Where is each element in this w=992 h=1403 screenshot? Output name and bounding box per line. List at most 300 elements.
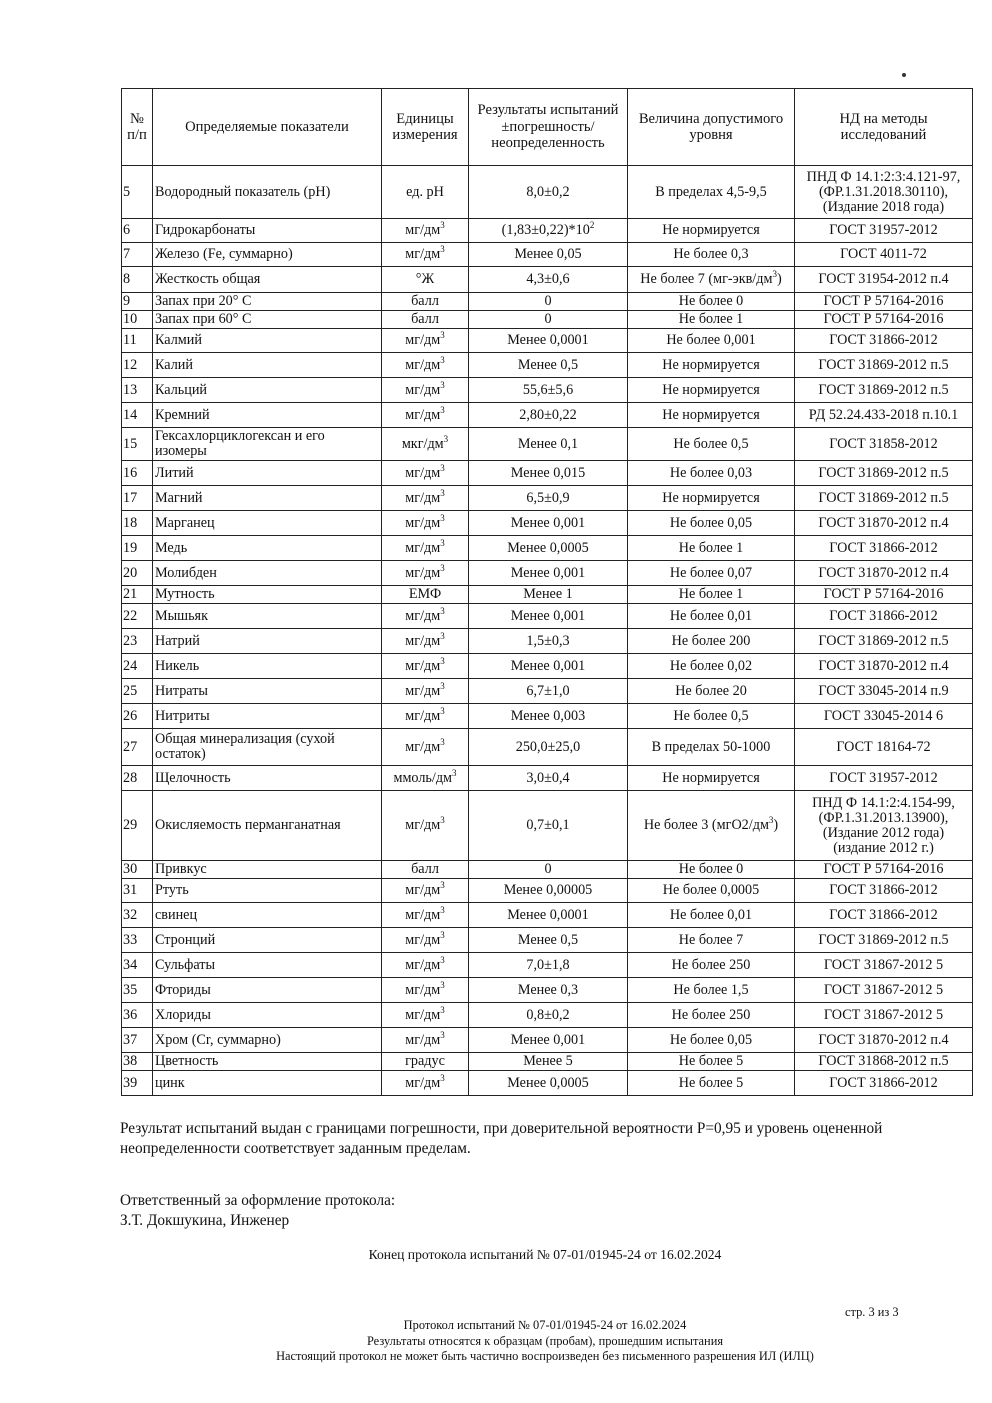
row-indicator bbox=[153, 861, 382, 879]
row-result-text: Менее 0,003 bbox=[510, 707, 586, 724]
row-limit-text: Не более 0,0005 bbox=[662, 882, 760, 898]
row-unit-text: мг/дм bbox=[405, 882, 441, 898]
row-method bbox=[795, 403, 973, 428]
row-method bbox=[795, 629, 973, 654]
row-method bbox=[795, 267, 973, 293]
row-result-text: 8,0±0,2 bbox=[526, 183, 570, 200]
row-unit bbox=[382, 928, 469, 953]
table-row bbox=[122, 903, 973, 928]
row-number-text: 14 bbox=[123, 406, 138, 423]
row-result-text: Менее 0,001 bbox=[510, 514, 586, 531]
row-number-text: 16 bbox=[123, 464, 138, 481]
row-limit bbox=[628, 293, 795, 311]
row-unit bbox=[382, 267, 469, 293]
row-indicator bbox=[153, 791, 382, 861]
row-unit-text: мг/дм bbox=[405, 931, 441, 948]
row-unit bbox=[382, 219, 469, 243]
row-method bbox=[795, 928, 973, 953]
table-row bbox=[122, 679, 973, 704]
row-unit bbox=[382, 879, 469, 903]
row-number bbox=[122, 1053, 153, 1071]
row-limit-text: Не нормируется bbox=[662, 406, 760, 423]
table-row bbox=[122, 311, 973, 329]
row-limit-text: Не более 250 bbox=[671, 1006, 751, 1023]
row-limit-text: Не более 0,07 bbox=[669, 564, 753, 581]
row-result bbox=[469, 604, 628, 629]
row-result bbox=[469, 243, 628, 267]
row-indicator-text: Калий bbox=[155, 356, 193, 373]
row-number-text: 11 bbox=[123, 332, 137, 348]
row-number bbox=[122, 586, 153, 604]
row-limit-text: Не более 7 (мг-экв/дм bbox=[640, 271, 773, 287]
row-limit bbox=[628, 679, 795, 704]
row-limit bbox=[628, 353, 795, 378]
row-unit bbox=[382, 604, 469, 629]
row-result-text: 6,7±1,0 bbox=[526, 682, 570, 699]
row-number-text: 19 bbox=[123, 539, 138, 556]
row-number-text: 9 bbox=[123, 293, 131, 309]
row-unit bbox=[382, 243, 469, 267]
row-limit bbox=[628, 903, 795, 928]
row-result-text: Менее 5 bbox=[523, 1053, 573, 1069]
row-indicator-text: Гексахлорциклогексан и его изомеры bbox=[155, 428, 325, 459]
row-unit-superscript: 3 bbox=[440, 404, 445, 415]
row-number bbox=[122, 953, 153, 978]
row-number-text: 8 bbox=[123, 271, 131, 287]
row-number bbox=[122, 353, 153, 378]
row-number-text: 7 bbox=[123, 246, 131, 262]
row-unit-text: ед. pH bbox=[406, 183, 444, 200]
row-number bbox=[122, 486, 153, 511]
row-limit bbox=[628, 243, 795, 267]
row-indicator bbox=[153, 329, 382, 353]
row-number bbox=[122, 267, 153, 293]
row-indicator bbox=[153, 243, 382, 267]
row-unit bbox=[382, 378, 469, 403]
table-row bbox=[122, 511, 973, 536]
row-unit-text: мг/дм bbox=[405, 246, 441, 262]
row-indicator bbox=[153, 604, 382, 629]
row-limit bbox=[628, 267, 795, 293]
row-number bbox=[122, 1028, 153, 1053]
row-indicator bbox=[153, 903, 382, 928]
row-number-text: 34 bbox=[123, 956, 138, 973]
responsible-block bbox=[120, 1191, 395, 1231]
row-limit-text: Не более 1,5 bbox=[673, 981, 749, 998]
row-result bbox=[469, 861, 628, 879]
row-limit bbox=[628, 953, 795, 978]
table-row bbox=[122, 978, 973, 1003]
row-limit bbox=[628, 586, 795, 604]
row-indicator bbox=[153, 586, 382, 604]
row-limit-text: В пределах 50-1000 bbox=[651, 738, 771, 755]
table-row bbox=[122, 629, 973, 654]
row-method bbox=[795, 903, 973, 928]
row-indicator-text: Мутность bbox=[155, 586, 215, 602]
table-row bbox=[122, 1028, 973, 1053]
row-limit bbox=[628, 629, 795, 654]
row-limit-text: Не более 7 bbox=[678, 931, 744, 948]
row-method-text: ПНД Ф 14.1:2:3:4.121-97, (ФР.1.31.2018.30110), (Издание 2018 года) bbox=[806, 168, 961, 215]
row-limit-text: Не более 0,001 bbox=[666, 332, 756, 348]
row-number bbox=[122, 978, 153, 1003]
row-unit-superscript: 3 bbox=[440, 244, 445, 254]
row-result-text: 0 bbox=[544, 861, 552, 877]
row-limit-text: Не более 0,05 bbox=[669, 514, 753, 531]
footer-line: Результаты относятся к образцам (пробам), прошедшим испытания bbox=[366, 1333, 724, 1348]
row-indicator-text: Магний bbox=[155, 489, 203, 506]
row-unit bbox=[382, 861, 469, 879]
row-result-text: Менее 0,3 bbox=[517, 981, 579, 998]
row-indicator-text: Сульфаты bbox=[155, 956, 215, 973]
table-row bbox=[122, 704, 973, 729]
row-unit-superscript: 3 bbox=[440, 904, 445, 915]
row-unit-text: мкг/дм bbox=[401, 435, 444, 452]
row-indicator bbox=[153, 953, 382, 978]
row-method-text: ГОСТ 31858-2012 bbox=[829, 435, 938, 452]
table-row bbox=[122, 428, 973, 461]
row-method-text: ГОСТ 31866-2012 bbox=[829, 1074, 938, 1091]
row-method bbox=[795, 1028, 973, 1053]
row-indicator-text: Запах при 60° С bbox=[155, 311, 252, 327]
row-number-text: 13 bbox=[123, 381, 138, 398]
row-number-text: 18 bbox=[123, 514, 138, 531]
row-unit-superscript: 3 bbox=[440, 462, 445, 473]
row-result bbox=[469, 403, 628, 428]
row-result bbox=[469, 679, 628, 704]
row-number bbox=[122, 1003, 153, 1028]
table-row bbox=[122, 403, 973, 428]
table-row bbox=[122, 766, 973, 791]
row-method bbox=[795, 428, 973, 461]
row-limit bbox=[628, 461, 795, 486]
row-result-text: Менее 0,001 bbox=[510, 657, 586, 674]
row-indicator bbox=[153, 486, 382, 511]
row-limit bbox=[628, 219, 795, 243]
row-limit bbox=[628, 1053, 795, 1071]
row-method-text: ГОСТ 31866-2012 bbox=[829, 332, 938, 348]
row-number bbox=[122, 629, 153, 654]
row-unit bbox=[382, 903, 469, 928]
row-unit-text: балл bbox=[411, 293, 439, 309]
row-number-text: 6 bbox=[123, 222, 131, 238]
table-row bbox=[122, 1071, 973, 1096]
uncertainty-note: Результат испытаний выдан с границами погрешности, при доверительной вероятности P=0,95 и уровень оцененной неопределенности соответствует заданным пределам. bbox=[120, 1120, 883, 1157]
row-number-text: 22 bbox=[123, 607, 138, 624]
row-method-text: ГОСТ 18164-72 bbox=[836, 738, 931, 755]
row-result-text: Менее 0,001 bbox=[510, 607, 586, 624]
row-unit bbox=[382, 629, 469, 654]
row-number-text: 12 bbox=[123, 356, 138, 373]
row-unit-superscript: 3 bbox=[440, 954, 445, 965]
row-unit-superscript: 3 bbox=[452, 767, 457, 778]
row-limit bbox=[628, 403, 795, 428]
table-row bbox=[122, 861, 973, 879]
row-limit-text: Не нормируется bbox=[662, 356, 760, 373]
row-limit bbox=[628, 654, 795, 679]
row-result bbox=[469, 428, 628, 461]
row-number-text: 21 bbox=[123, 586, 138, 602]
row-limit-text: Не нормируется bbox=[662, 381, 760, 398]
row-limit-text: Не более 1 bbox=[678, 539, 744, 556]
row-method-text: ГОСТ Р 57164-2016 bbox=[823, 586, 944, 602]
row-indicator bbox=[153, 378, 382, 403]
row-unit bbox=[382, 561, 469, 586]
row-result-text: Менее 0,0005 bbox=[507, 539, 589, 556]
row-indicator bbox=[153, 928, 382, 953]
table-row bbox=[122, 928, 973, 953]
row-unit-superscript: 3 bbox=[440, 655, 445, 666]
row-unit bbox=[382, 1053, 469, 1071]
row-limit-text: Не более 1 bbox=[678, 586, 744, 602]
row-unit-text: мг/дм bbox=[405, 464, 441, 481]
row-indicator-text: Цветность bbox=[155, 1053, 219, 1069]
row-limit-text: Не нормируется bbox=[662, 769, 760, 786]
row-unit-superscript: 3 bbox=[440, 630, 445, 641]
row-result bbox=[469, 353, 628, 378]
row-unit-text: мг/дм bbox=[405, 514, 441, 531]
row-number-text: 37 bbox=[123, 1031, 138, 1048]
row-result-text: Менее 0,1 bbox=[517, 435, 579, 452]
row-number bbox=[122, 704, 153, 729]
row-unit-text: мг/дм bbox=[405, 332, 441, 348]
row-limit bbox=[628, 791, 795, 861]
row-number-text: 30 bbox=[123, 861, 138, 877]
row-indicator-text: Ртуть bbox=[155, 882, 189, 898]
table-row bbox=[122, 791, 973, 861]
scan-speck bbox=[902, 73, 906, 77]
row-result-text: Менее 0,00005 bbox=[503, 882, 593, 898]
row-indicator bbox=[153, 1071, 382, 1096]
row-result bbox=[469, 1053, 628, 1071]
row-unit bbox=[382, 679, 469, 704]
row-number bbox=[122, 1071, 153, 1096]
row-method bbox=[795, 729, 973, 766]
row-unit-superscript: 3 bbox=[440, 1029, 445, 1040]
row-unit-text: мг/дм bbox=[405, 1074, 441, 1091]
row-limit bbox=[628, 1003, 795, 1028]
row-indicator-text: Окисляемость перманганатная bbox=[155, 817, 341, 833]
row-method-text: ГОСТ 31869-2012 п.5 bbox=[818, 931, 949, 948]
row-limit-text: Не более 0 bbox=[678, 861, 744, 877]
table-row bbox=[122, 536, 973, 561]
row-number-text: 28 bbox=[123, 769, 138, 786]
row-indicator-text: свинец bbox=[155, 906, 198, 923]
row-method bbox=[795, 879, 973, 903]
row-indicator-text: Молибден bbox=[155, 564, 217, 581]
row-result bbox=[469, 879, 628, 903]
row-result-text: (1,83±0,22)*10 bbox=[501, 222, 590, 238]
row-unit bbox=[382, 1003, 469, 1028]
row-unit-superscript: 3 bbox=[443, 433, 449, 444]
table-row bbox=[122, 378, 973, 403]
row-number-text: 26 bbox=[123, 707, 138, 724]
row-unit bbox=[382, 428, 469, 461]
row-number bbox=[122, 428, 153, 461]
row-indicator bbox=[153, 311, 382, 329]
row-limit-text: Не более 1 bbox=[678, 311, 744, 327]
row-method bbox=[795, 378, 973, 403]
row-unit bbox=[382, 329, 469, 353]
row-method bbox=[795, 536, 973, 561]
row-method bbox=[795, 704, 973, 729]
row-number bbox=[122, 879, 153, 903]
row-unit bbox=[382, 654, 469, 679]
row-method bbox=[795, 511, 973, 536]
row-unit bbox=[382, 486, 469, 511]
row-method-text: ГОСТ 31870-2012 п.4 bbox=[818, 1031, 949, 1048]
header-limit: Величина допустимого уровня bbox=[628, 89, 795, 166]
row-indicator bbox=[153, 511, 382, 536]
table-row bbox=[122, 461, 973, 486]
table-row bbox=[122, 953, 973, 978]
row-method-text: ГОСТ 31869-2012 п.5 bbox=[818, 464, 949, 481]
header-indicator: Определяемые показатели bbox=[153, 89, 382, 166]
row-method-text: ГОСТ 31869-2012 п.5 bbox=[818, 356, 949, 373]
row-unit bbox=[382, 403, 469, 428]
row-result-text: 250,0±25,0 bbox=[515, 738, 581, 755]
row-limit-text: Не более 20 bbox=[675, 682, 747, 699]
row-indicator-text: Стронций bbox=[155, 931, 216, 948]
row-indicator-text: Марганец bbox=[155, 514, 215, 531]
row-method-text: ГОСТ 31869-2012 п.5 bbox=[818, 381, 949, 398]
row-method-text: ГОСТ 31869-2012 п.5 bbox=[818, 489, 949, 506]
row-unit-text: мг/дм bbox=[405, 906, 441, 923]
row-limit bbox=[628, 311, 795, 329]
row-indicator-text: Водородный показатель (pH) bbox=[155, 183, 331, 200]
results-table bbox=[121, 88, 973, 1096]
row-method-text: ГОСТ 31866-2012 bbox=[829, 607, 938, 624]
row-limit bbox=[628, 1028, 795, 1053]
page-number: стр. 3 из 3 bbox=[845, 1305, 899, 1319]
row-indicator bbox=[153, 654, 382, 679]
header-number: № п/п bbox=[122, 89, 153, 166]
table-row bbox=[122, 486, 973, 511]
row-indicator bbox=[153, 561, 382, 586]
table-row bbox=[122, 166, 973, 219]
table-row bbox=[122, 267, 973, 293]
row-unit-text: мг/дм bbox=[405, 738, 441, 755]
row-indicator-text: цинк bbox=[155, 1074, 185, 1091]
row-unit-superscript: 3 bbox=[440, 512, 445, 523]
row-number bbox=[122, 536, 153, 561]
row-result-text: Менее 1 bbox=[523, 586, 573, 602]
table-row bbox=[122, 353, 973, 378]
row-number bbox=[122, 766, 153, 791]
row-method bbox=[795, 561, 973, 586]
row-method bbox=[795, 1071, 973, 1096]
row-result bbox=[469, 1028, 628, 1053]
row-method-text: ГОСТ Р 57164-2016 bbox=[823, 311, 944, 327]
row-unit-text: ммоль/дм bbox=[393, 769, 453, 786]
row-unit bbox=[382, 511, 469, 536]
row-result-text: Менее 0,001 bbox=[510, 564, 586, 581]
footer-line: Настоящий протокол не может быть частично воспроизведен без письменного разрешения ИЛ (ИЛЦ) bbox=[276, 1349, 814, 1363]
row-result-text: Менее 0,015 bbox=[510, 464, 586, 481]
row-indicator-text: Фториды bbox=[155, 981, 211, 998]
row-indicator-text: Литий bbox=[155, 464, 194, 481]
row-number bbox=[122, 461, 153, 486]
row-result bbox=[469, 293, 628, 311]
row-method bbox=[795, 486, 973, 511]
row-method-text: ГОСТ 31870-2012 п.4 bbox=[818, 657, 949, 674]
row-limit-text: Не более 0,05 bbox=[669, 1031, 753, 1048]
row-unit bbox=[382, 729, 469, 766]
row-unit-text: балл bbox=[411, 861, 439, 877]
row-number-text: 32 bbox=[123, 906, 138, 923]
row-unit-superscript: 3 bbox=[440, 537, 445, 548]
row-result-text: 55,6±5,6 bbox=[522, 381, 574, 398]
row-unit-superscript: 3 bbox=[440, 605, 445, 616]
row-method bbox=[795, 654, 973, 679]
row-indicator bbox=[153, 293, 382, 311]
row-unit bbox=[382, 293, 469, 311]
row-method bbox=[795, 679, 973, 704]
row-number bbox=[122, 293, 153, 311]
row-limit-text: Не более 0,03 bbox=[669, 464, 753, 481]
row-unit-superscript: 3 bbox=[440, 979, 445, 990]
row-unit bbox=[382, 353, 469, 378]
row-method bbox=[795, 953, 973, 978]
row-result bbox=[469, 953, 628, 978]
row-indicator bbox=[153, 1028, 382, 1053]
row-unit-superscript: 3 bbox=[440, 815, 445, 825]
row-limit-text: Не более 0,5 bbox=[673, 707, 749, 724]
row-unit bbox=[382, 461, 469, 486]
row-number-text: 15 bbox=[123, 435, 138, 452]
table-row bbox=[122, 604, 973, 629]
row-indicator bbox=[153, 729, 382, 766]
row-unit-text: мг/дм bbox=[405, 564, 441, 581]
row-limit bbox=[628, 166, 795, 219]
row-indicator-text: Натрий bbox=[155, 632, 200, 649]
table-row bbox=[122, 729, 973, 766]
row-number bbox=[122, 219, 153, 243]
row-limit bbox=[628, 861, 795, 879]
row-unit-superscript: 3 bbox=[440, 379, 445, 390]
row-result-text: 2,80±0,22 bbox=[519, 406, 577, 423]
row-result-text: 4,3±0,6 bbox=[526, 271, 570, 287]
row-method bbox=[795, 978, 973, 1003]
row-limit-superscript: 3 bbox=[768, 815, 774, 825]
row-indicator bbox=[153, 536, 382, 561]
table-row bbox=[122, 329, 973, 353]
row-unit-superscript: 3 bbox=[440, 929, 445, 940]
row-unit bbox=[382, 953, 469, 978]
row-result bbox=[469, 311, 628, 329]
row-unit bbox=[382, 311, 469, 329]
row-method bbox=[795, 791, 973, 861]
row-limit bbox=[628, 329, 795, 353]
row-result-text: 3,0±0,4 bbox=[526, 769, 570, 786]
row-unit-text: мг/дм bbox=[405, 956, 441, 973]
row-indicator-text: Кремний bbox=[155, 406, 210, 423]
row-unit-text: мг/дм bbox=[405, 489, 441, 506]
row-number-text: 10 bbox=[123, 311, 138, 327]
row-unit-superscript: 3 bbox=[440, 705, 445, 716]
row-limit bbox=[628, 704, 795, 729]
row-number bbox=[122, 511, 153, 536]
row-number-text: 23 bbox=[123, 632, 138, 649]
row-number-text: 29 bbox=[123, 817, 138, 833]
row-limit bbox=[628, 1071, 795, 1096]
row-unit-superscript: 3 bbox=[440, 562, 445, 573]
row-method-text: ГОСТ 31867-2012 5 bbox=[823, 1006, 944, 1023]
responsible-person: З.Т. Докшукина, Инженер bbox=[120, 1212, 290, 1229]
row-result bbox=[469, 511, 628, 536]
row-limit bbox=[628, 486, 795, 511]
row-indicator bbox=[153, 704, 382, 729]
